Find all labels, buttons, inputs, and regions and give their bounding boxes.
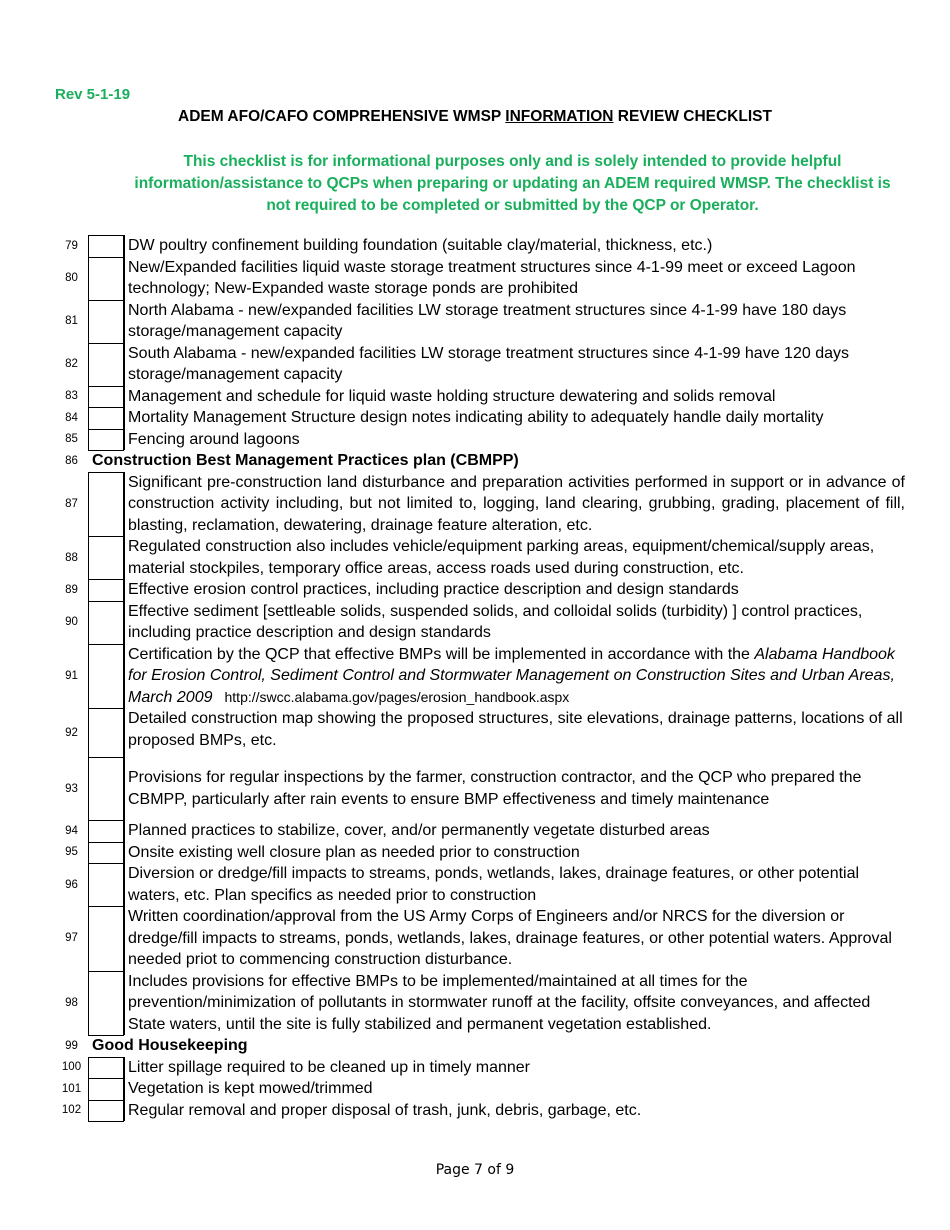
checkbox[interactable]: [88, 842, 124, 865]
checklist-row: [55, 757, 905, 820]
checklist-row: [55, 842, 905, 864]
checklist-row: [55, 429, 905, 451]
checkbox[interactable]: [88, 708, 124, 758]
row-number: 95: [65, 846, 78, 859]
checkbox[interactable]: [88, 863, 124, 907]
checkbox[interactable]: [88, 906, 124, 972]
row-number: 81: [65, 315, 78, 327]
row-text: Planned practices to stabilize, cover, and/or permanently vegetate disturbed areas: [124, 820, 905, 842]
checklist-row: [55, 472, 905, 537]
row-number: 92: [65, 726, 78, 739]
checklist-row: [55, 1057, 905, 1079]
title-underlined-word: INFORMATION: [505, 108, 614, 125]
row-number: 86: [65, 454, 78, 467]
row-text: Regulated construction also includes vehicle/equipment parking areas, equipment/chemical/supply areas, material stockpiles, temporary office areas, access roads used during construction, etc.: [124, 536, 905, 579]
checklist-row: [55, 579, 905, 601]
row-text: North Alabama - new/expanded facilities LW storage treatment structures since 4-1-99 have 180 days storage/management capacity: [124, 300, 905, 343]
checkbox[interactable]: [88, 472, 124, 538]
row-text: Effective sediment [settleable solids, suspended solids, and colloidal solids (turbidity) ] control practices, including practice description and design standards: [124, 601, 905, 644]
checklist-row: [55, 1100, 905, 1122]
checkbox[interactable]: [88, 601, 124, 645]
section-title: Good Housekeeping: [92, 1037, 248, 1054]
row-number: 98: [65, 996, 78, 1009]
row-text: Provisions for regular inspections by the farmer, construction contractor, and the QCP who prepared the CBMPP, particularly after rain events to ensure BMP effectiveness and timely maintenance: [124, 757, 905, 820]
handbook-url[interactable]: http://swcc.alabama.gov/pages/erosion_handbook.aspx: [224, 688, 570, 705]
row-number: 85: [65, 433, 78, 446]
checkbox[interactable]: [88, 757, 124, 821]
row-number: 87: [65, 497, 78, 510]
row-number: 83: [65, 390, 78, 403]
checkbox[interactable]: [88, 257, 124, 301]
row-number: 79: [65, 239, 78, 252]
checkbox[interactable]: [88, 429, 124, 452]
row-text-main: Certification by the QCP that effective BMPs will be implemented in accordance with the: [128, 645, 755, 663]
checklist-row: [55, 708, 905, 757]
checklist-row: [55, 257, 905, 300]
row-number: 97: [65, 932, 78, 945]
checkbox[interactable]: [88, 1057, 124, 1080]
handbook-title: Alabama Handbook for Erosion Control, Sediment Control and Stormwater Management on Construction Sites and Urban Areas, March 2009: [128, 645, 895, 706]
row-number: 96: [65, 878, 78, 891]
checkbox[interactable]: [88, 235, 124, 258]
checklist-row: [55, 386, 905, 408]
row-number: 82: [65, 358, 78, 370]
row-number: 102: [61, 1104, 82, 1117]
checklist-row: [55, 971, 905, 1036]
checkbox[interactable]: [88, 407, 124, 430]
checklist-row: [55, 601, 905, 644]
row-number: 100: [61, 1061, 82, 1074]
checkbox[interactable]: [88, 343, 124, 387]
row-number: 91: [65, 669, 78, 682]
checkbox[interactable]: [88, 1078, 124, 1101]
title-text-part1: ADEM AFO/CAFO COMPREHENSIVE WMSP: [178, 108, 506, 125]
informational-notice: This checklist is for informational purposes only and is solely intended to provide helpful information/assistance to QCPs when preparing or updating an ADEM required WMSP. The checklist is not required to be completed or submitted by the QCP or Operator.: [134, 153, 891, 214]
checklist-row: [55, 644, 905, 709]
row-text: New/Expanded facilities liquid waste storage treatment structures since 4-1-99 meet or exceed Lagoon technology; New-Expanded waste storage ponds are prohibited: [124, 257, 905, 300]
checkbox[interactable]: [88, 820, 124, 843]
section-header-cbmpp: [55, 450, 905, 472]
checkbox[interactable]: [88, 971, 124, 1037]
row-text: South Alabama - new/expanded facilities LW storage treatment structures since 4-1-99 have 120 days storage/management capacity: [124, 343, 905, 386]
row-text: Mortality Management Structure design notes indicating ability to adequately handle daily mortality: [124, 407, 905, 429]
row-text: Fencing around lagoons: [124, 429, 905, 451]
checkbox[interactable]: [88, 644, 124, 710]
row-number: 94: [65, 824, 78, 837]
checkbox[interactable]: [88, 579, 124, 602]
checklist-row: [55, 1078, 905, 1100]
checklist-row: [55, 407, 905, 429]
row-text: Management and schedule for liquid waste holding structure dewatering and solids removal: [124, 386, 905, 408]
row-number: 84: [65, 411, 78, 424]
checklist-row: [55, 235, 905, 257]
checkbox[interactable]: [88, 536, 124, 580]
row-number: 90: [65, 616, 78, 628]
checkbox[interactable]: [88, 386, 124, 409]
row-text: Litter spillage required to be cleaned up in timely manner: [124, 1057, 905, 1079]
checklist-row: [55, 300, 905, 343]
revision-label: Rev 5-1-19: [55, 86, 131, 103]
row-number: 88: [65, 551, 78, 564]
checklist-row: [55, 906, 905, 971]
row-number: 93: [65, 782, 78, 795]
row-number: 89: [65, 583, 78, 596]
checkbox[interactable]: [88, 1100, 124, 1123]
row-number: 101: [61, 1082, 82, 1095]
row-text: Detailed construction map showing the proposed structures, site elevations, drainage patterns, locations of all proposed BMPs, etc.: [124, 708, 905, 757]
title-text-part2: REVIEW CHECKLIST: [613, 108, 772, 125]
row-number: 80: [65, 272, 78, 284]
row-text: Effective erosion control practices, including practice description and design standards: [124, 579, 905, 601]
row-text: Significant pre-construction land disturbance and preparation activities performed in support or in advance of construction activity including, but not limited to, logging, land clearing, grubbing, grading, placement of fill, blasting, reclamation, dewatering, drainage feature alteration, etc.: [124, 472, 905, 537]
section-header-good-housekeeping: [55, 1035, 905, 1057]
row-text: Includes provisions for effective BMPs to be implemented/maintained at all times for the prevention/minimization of pollutants in stormwater runoff at the facility, offsite conveyances, and affected State waters, until the site is fully stabilized and permanent vegetation established.: [124, 971, 905, 1036]
checklist-row: [55, 863, 905, 906]
checklist-row: [55, 343, 905, 386]
checklist-row: [55, 820, 905, 842]
row-number: 99: [65, 1039, 78, 1052]
row-text: Diversion or dredge/fill impacts to streams, ponds, wetlands, lakes, drainage features, or other potential waters, etc. Plan specifics as needed prior to construction: [124, 863, 905, 906]
checklist: [55, 235, 905, 1121]
page-title: [0, 108, 950, 126]
row-text: Vegetation is kept mowed/trimmed: [124, 1078, 905, 1100]
row-text: Regular removal and proper disposal of trash, junk, debris, garbage, etc.: [124, 1100, 905, 1122]
section-title: Construction Best Management Practices plan (CBMPP): [92, 452, 519, 469]
row-text: Written coordination/approval from the US Army Corps of Engineers and/or NRCS for the diversion or dredge/fill impacts to streams, ponds, wetlands, lakes, drainage features, or other potential waters. Approval needed priot to commencing construction disturbance.: [124, 906, 905, 971]
row-text: Onsite existing well closure plan as needed prior to construction: [124, 842, 905, 864]
row-text: DW poultry confinement building foundation (suitable clay/material, thickness, etc.): [124, 235, 905, 257]
checklist-row: [55, 536, 905, 579]
checkbox[interactable]: [88, 300, 124, 344]
page-number: Page 7 of 9: [435, 1162, 515, 1178]
row-text: [124, 644, 905, 709]
